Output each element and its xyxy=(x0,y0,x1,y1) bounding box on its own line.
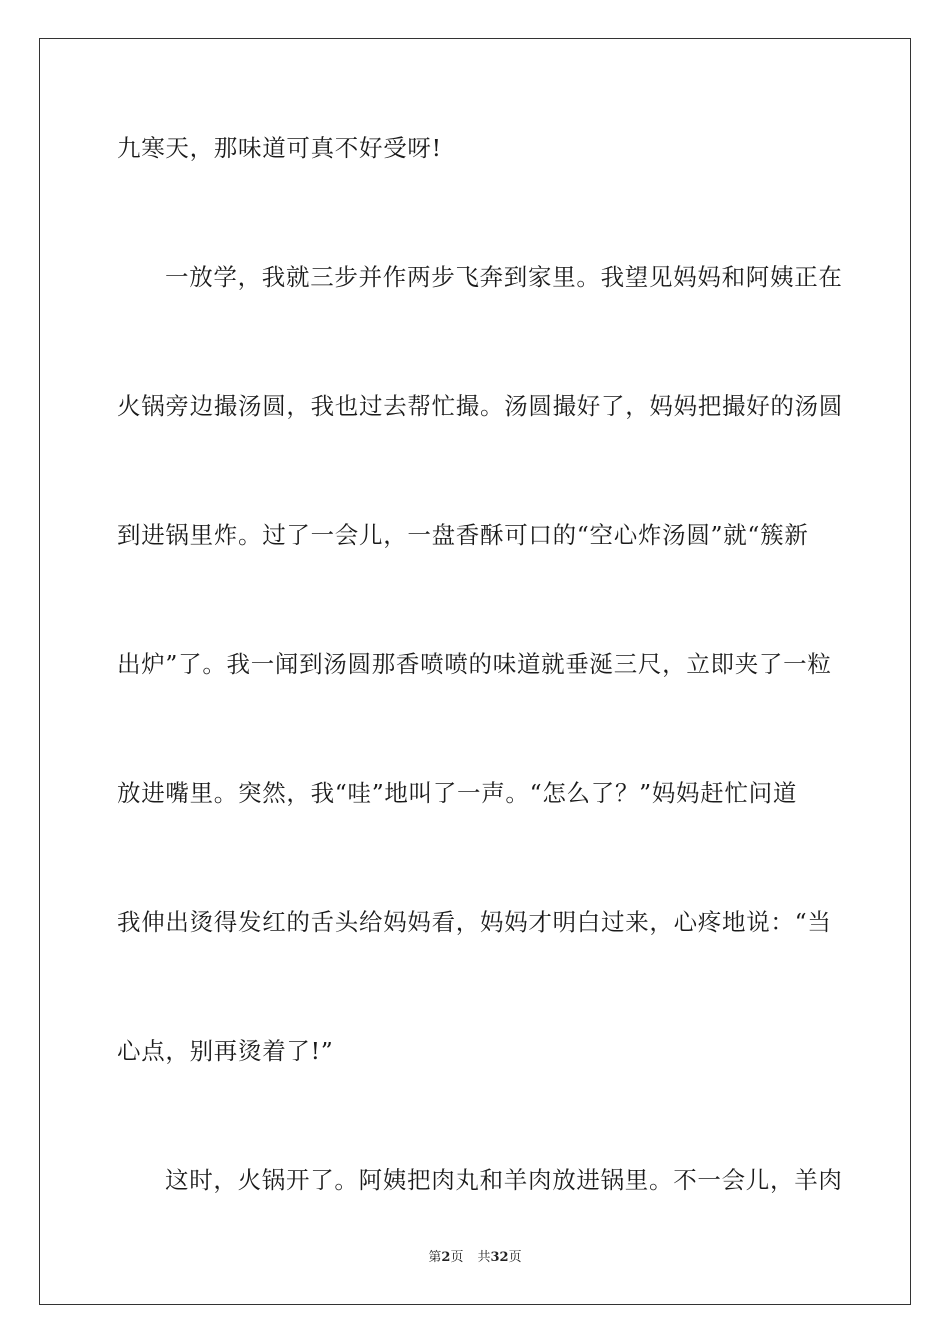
document-body xyxy=(117,126,843,1287)
text-line: 九寒天，那味道可真不好受呀! xyxy=(117,134,442,162)
page-number: 2 xyxy=(441,1250,451,1265)
total-prefix: 共 xyxy=(477,1250,491,1265)
text-line: 我伸出烫得发红的舌头给妈妈看，妈妈才明白过来，心疼地说：“当 xyxy=(117,908,832,936)
text-line: 出炉”了。我一闻到汤圆那香喷喷的味道就垂涎三尺，立即夹了一粒 xyxy=(117,650,832,678)
text-line: 放进嘴里。突然，我“哇”地叫了一声。“怎么了？”妈妈赶忙问道 xyxy=(117,779,798,807)
text-line: 一放学，我就三步并作两步飞奔到家里。我望见妈妈和阿姨正在 xyxy=(165,263,843,291)
text-line: 火锅旁边撮汤圆，我也过去帮忙撮。汤圆撮好了，妈妈把撮好的汤圆 xyxy=(117,392,843,420)
text-line: 心点，别再烫着了!” xyxy=(117,1037,334,1065)
total-suffix: 页 xyxy=(508,1250,522,1265)
text-line: 到进锅里炸。过了一会儿，一盘香酥可口的“空心炸汤圆”就“簇新 xyxy=(117,521,809,549)
page-prefix: 第 xyxy=(428,1250,442,1265)
text-line: 这时，火锅开了。阿姨把肉丸和羊肉放进锅里。不一会儿，羊肉 xyxy=(165,1166,843,1194)
page-footer xyxy=(0,1246,950,1265)
total-pages: 32 xyxy=(490,1250,509,1265)
page-suffix: 页 xyxy=(450,1250,464,1265)
